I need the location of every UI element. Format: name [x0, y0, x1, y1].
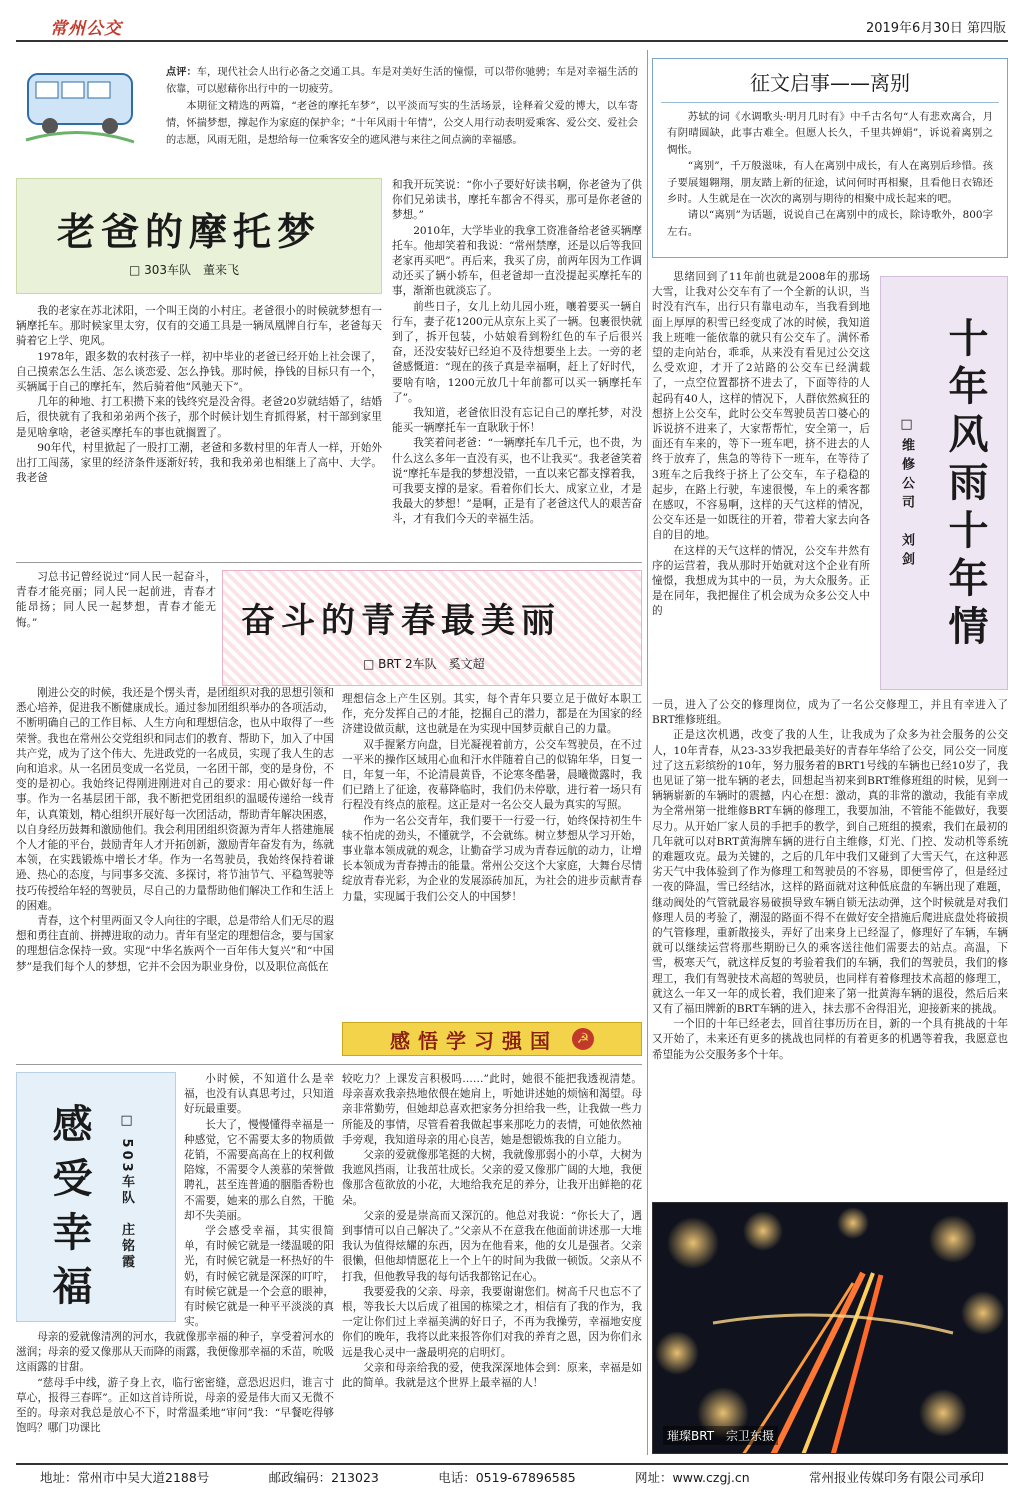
article4-title-box — [880, 276, 1008, 690]
article3-byline: □ 503车队 庄铭霞 — [119, 1113, 134, 1271]
article4-p4: 正是这次机遇，改变了我的人生，让我成为了众多为社会服务的公交人，10年青春，从23-33岁我把最美好的青春年华给了公交，同公交一同度过了这五彩缤纷的10年，努力服务着的BRT1号线的车辆也已经10岁了，我也见证了第一批车辆的老去，回想起当初来到BRT维修班组的时候，见到一辆辆崭新的车辆时的震撼，内心在想：激动，真的非常的激动，我能有幸成为全常州第一批维修BRT车辆的修理工，我要加油，不管能不能做好，我要尽力。从开始厂家人员的手把手的教学，到自己班组的摸索，我们在最初的几年就可以对BRT黄海牌车辆的进行自主维修，灯光、门控、发动机等系统的难题攻克。最为关键的，之后的几年中我们又碰到了大雪天气，在这种恶劣天气中我体验到了作为修理工和驾驶员的不容易，即便雪停了，但是经过一夜的降温，雪已经结冰，这样的路面就对这种低底盘的车辆出现了难题，继动阀处的气管就最容易破损导致车辆自锁无法动弹，这个时候就是对我们修理人员的考验了，潮湿的路面不得不在做好安全措施后爬进底盘处将破损的气管修理，重新散接头，弄好了出来身上已经湿了，修理好了车辆，车辆就可以继续运营将那些期盼已久的乘客送往他们需要去的站点。高温，下雪，极寒天气，就这样反复的考验着我们的车辆，我们的驾驶员，我们的修理工，我们有驾驶技术高超的驾驶员，也同样有着修理技术高超的修理工，就这么一年又一年的成长着，我们迎来了第一批黄海车辆的退役，然后后来又有了福田牌新的BRT车辆的进入，抹去那不舍得泪光，迎接新来的挑战。 — [652, 729, 1008, 1016]
article4-title: 十年风雨十年情 — [942, 317, 988, 653]
footer-phone: 电话：0519-67896585 — [438, 1470, 576, 1485]
article1-p4: 90年代，村里掀起了一股打工潮，老爸和多数村里的年青人一样，开始外出打工闯荡，家里的经济条件逐渐好转，我和我弟弟也相继上了高中、大学。我老爸 — [16, 441, 382, 485]
article2-title: 奋斗的青春最美丽 — [241, 601, 561, 641]
intro-section — [16, 50, 642, 170]
study-banner — [342, 1022, 642, 1056]
party-emblem-icon: ☭ — [572, 1028, 594, 1050]
article2-p6: 作为一名公交青年，我们要干一行爱一行，始终保持初生牛犊不怕虎的劲头，不懂就学，不会就练。树立梦想从学习开始，事业靠本领成就的观念，让勤奋学习成为青春远航的动力，让增长本领成为青春搏击的能量。常州公交这个大家庭，大舞台尽情绽放青春光彩，为企业的发展添砖加瓦，为社会的进步贡献青春力量，实现属于我们公交人的中国梦！ — [342, 814, 642, 903]
section-divider-1 — [16, 562, 642, 563]
article2-p1: 习总书记曾经说过“同人民一起奋斗，青春才能亮丽；同人民一起前进，青春才能昂扬；同人民一起梦想，青春才能无悔。” — [16, 571, 216, 629]
photo-light-trails — [653, 1203, 1008, 1454]
intro-text — [166, 64, 638, 149]
article3-p6: 较吃力？上课发言积极吗……”此时，她很不能把我透视清楚。母亲喜欢我亲热地依偎在她肩上，听她讲述她的烦恼和渴望。母亲非常勤劳，但她却总喜欢把家务分担给我一些，让我做一些力所能及的事情，尽管看着我做起事来那吃力的表情，可她依然袖手旁观，我知道母亲的用心良苦，她是想锻炼我的自立能力。 — [342, 1073, 642, 1146]
photo-caption: 璀璨BRT 宗卫东摄 — [663, 1426, 778, 1445]
header-rule — [16, 40, 1008, 42]
footer-printer: 常州报业传媒印务有限公司承印 — [808, 1470, 984, 1485]
newspaper-logo: 常州公交 — [50, 19, 122, 39]
article1-p3: 几年的种地、打工积攒下来的钱终究是没舍得。老爸20岁就结婚了，结婚后，很快就有了我和弟弟两个孩子，那个时候计划生育抓得紧，村干部到家里是见啥拿啥，老爸买摩托车的事也就搁置了。 — [16, 396, 382, 439]
article1-p7: 前些日子，女儿上幼儿园小班，嚷着要买一辆自行车，妻子花1200元从京东上买了一辆。包裹很快就到了，拆开包装，小姑娘看到粉红色的车子后很兴奋，还没安装好已经迫不及待想要坐上去。一旁的老爸感慨道：“现在的孩子真是幸福啊，赶上了好时代，要啥有啥，1200元放几十年前都可以买一辆摩托车了”。 — [392, 300, 642, 404]
article3-p10: 父亲和母亲给我的爱，使我深深地体会到：原来，幸福是如此的简单。我就是这个世界上最幸福的人！ — [342, 1361, 642, 1390]
intro-paragraph-2: 本期征文精选的两篇，“老爸的摩托车梦”，以平淡而写实的生活场景，诠释着父爱的博大，以车寄情，怀揣梦想，撑起作为家庭的保护伞；“十年风雨十年情”，公交人用行动表明爱乘客、爱公交、爱社会的志愿，风雨无阻，是想给每一位乘客安全的遮风港与来往之间点滴的幸福感。 — [166, 101, 638, 146]
notice-title: 征文启事——离别 — [661, 59, 999, 103]
article1-col2 — [392, 178, 642, 528]
article1-p1: 我的老家在苏北沭阳，一个叫王岗的小村庄。老爸很小的时候就梦想有一辆摩托车。那时候家里太穷，仅有的交通工具是一辆凤凰牌自行车，老爸每天骑着它上学、兜风。 — [16, 305, 382, 348]
article1-p5: 和我开玩笑说：“你小子要好好读书啊，你老爸为了供你们兄弟读书，摩托车都舍不得买，那可是你老爸的梦想。” — [392, 179, 642, 222]
notice-paragraph-3: 请以“离别”为话题，说说自己在离别中的成长，除诗歌外，800字左右。 — [667, 209, 993, 238]
footer-address: 地址：常州市中吴大道2188号 — [40, 1470, 210, 1485]
article2-byline: □ BRT 2车队 奚文超 — [363, 657, 485, 671]
article4-bottom-text — [652, 698, 1008, 1063]
article2-p5: 双手握紧方向盘，目光凝视着前方，公交车驾驶员，在不过一平米的操作区域用心血和汗水伴随着自己的似锦年华，日复一日，年复一年，不论清晨黄昏，不论寒冬酷暑，晨曦微露时，我们已踏上了征途，夜幕降临时，我们仍未停歇，进行着一场只有行程没有终点的旅程。这正是对一名公交人最为真实的写照。 — [342, 738, 642, 812]
article3-p9: 我要爱我的父亲、母亲，我要谢谢您们。树高千尺也忘不了根，等我长大以后成了祖国的栋梁之才，相信有了我的作为，我一定让你们过上幸福美满的好日子，不再为我操劳，幸福地安度你们的晚年，我将以此来报答你们对我的养育之恩，因为你们永远是我心灵中一盏最明亮的启明灯。 — [342, 1285, 642, 1359]
article1-byline: □ 303车队 董来飞 — [129, 263, 240, 277]
article2-col2 — [342, 692, 642, 905]
article2-title-box — [222, 570, 642, 686]
banner-text: 感悟学习强国 — [390, 1028, 558, 1053]
article4-p2: 在这样的天气这样的情况，公交车井然有序的运营着，我从那时开始就对这个企业有所憧憬，我想成为其中的一员，为大众服务。正是在同年，我把握住了机会成为众多公交人中的 — [652, 544, 870, 618]
issue-date: 2019年6月30日 第四版 — [865, 21, 1006, 36]
notice-paragraph-1: 苏轼的词《水调歌头·明月几时有》中千古名句“人有悲欢离合，月有阴晴圆缺，此事古难全。但愿人长久，千里共婵娟”，诉说着离别之惆怅。 — [667, 111, 993, 156]
night-brt-photo — [652, 1202, 1008, 1454]
article3-col2 — [342, 1072, 642, 1391]
article4-p1: 思绪回到了11年前也就是2008年的那场大雪，让我对公交车有了一个全新的认识，当时没有汽车，出行只有靠电动车，当我看到地面上厚厚的积雪已经变成了冰的时候，我知道我上班唯一能依靠的就只有公交车了。满怀希望的走向站台，乖乖，从来没有看见过公交这么受欢迎，才开了2站路的公交车已经满载了，一点空位置都挤不进去了，下面等待的人起码有40人，这样的情况下，人群依然疯狂的想挤上公交车，此时公交车驾驶员苦口婆心的诉说挤不进来了，大家帮帮忙，安全第一，后面还有车来的，等下一班车吧，挤不进去的人终于放弃了，焦急的等待下一班车，在等待了3班车之后我终于挤上了公交车，车子稳稳的起步，在路上行驶，车速很慢，车上的乘客都在感叹，不容易啊，这样的天气这样的情况，公交车还是一如既往的开着，带着大家去向各自的目的地。 — [652, 271, 870, 542]
article1-p6: 2010年，大学毕业的我拿工资准备给老爸买辆摩托车。他却笑着和我说：“常州禁摩，还是以后等我回老家再买吧”。再后来，我买了房，前两年因为工作调动还买了辆小轿车，但老爸却一直没提起买摩托车的事，渐渐也就淡忘了。 — [392, 224, 642, 298]
article2-col1 — [16, 686, 334, 975]
article3-p1: 小时候，不知道什么是幸福，也没有认真思考过，只知道好玩最重要。 — [184, 1073, 334, 1116]
article3-col1-bottom — [16, 1330, 334, 1436]
article3-title-box — [16, 1072, 176, 1322]
footer — [16, 1463, 1008, 1485]
article3-p3: 学会感受幸福，其实很简单，有时候它就是一缕温暖的阳光，有时候它就是一杯热好的牛奶，有时候它就是深深的叮咛，有时候它就是一个会意的眼神，有时候它就是一种平平淡淡的真实。 — [184, 1225, 334, 1329]
article4-p5: 一个旧的十年已经老去，回首往事历历在目，新的一个具有挑战的十年又开始了，未来还有更多的挑战也同样的有着更多的机遇等着我，我愿意也希望能为公交服务多个十年。 — [652, 1018, 1008, 1061]
notice-box — [652, 58, 1008, 258]
article3-p4: 母亲的爱就像清冽的河水，我就像那幸福的种子，享受着河水的滋润；母亲的爱又像那从天而降的雨露，我便像那幸福的禾苗，吮吸这雨露的甘甜。 — [16, 1331, 334, 1374]
notice-paragraph-2: “离别”，千万般滋味，有人在离别中成长，有人在离别后珍惜。孩子要展翅翱翔，朋友踏上新的征途，试问何时再相聚，且看他日衣锦还乡时。人生就是在一次次的离别与期待的相聚中成长起来的吧。 — [667, 160, 993, 206]
article1-p8: 我知道，老爸依旧没有忘记自己的摩托梦，对没能买一辆摩托车一直耿耿于怀！ — [392, 407, 642, 435]
article3-p8: 父亲的爱是崇高而又深沉的。他总对我说：“你长大了，遇到事情可以自己解决了。”父亲从不在意我在他面前讲述那一大堆我认为值得炫耀的东西，因为在他看来，他的女儿是强者。父亲很懒，但他却情愿花上一个上午的时间为我做一顿饭。父亲从不打我，但他教导我的每句话我都铭记在心。 — [342, 1209, 642, 1283]
intro-paragraph-1: 车，现代社会人出行必备之交通工具。车是对美好生活的憧憬，可以带你驰骋；车是对幸福生活的依靠，可以慰藉你出行中的一切疲劳。 — [166, 67, 639, 95]
intro-lead-label: 点评： — [166, 66, 197, 78]
article2-p2: 刚进公交的时候，我还是个愣头青，是团组织对我的思想引领和悉心培养，促进我不断健康成长。通过参加团组织举办的各项活动，不断明确自己的工作目标、人生方向和理想信念，也从中取得了一些荣誉。我也在常州公交党组织和同志们的教育、帮助下，加入了中国共产党，成为了这个伟大、先进政党的一名成员，实现了我人生的志向和追求。从一名团员变成一名党员，一名团干部，变的是身份，不变的是初心。我始终记得刚进刚进对自己的要求：用心做好每一件事。作为一名基层团干部，我不断把党团组织的温暖传递给一线青年，认真策划，精心组织开展好每一次团活动，帮助青年解决困惑，以自身经历鼓舞和激励他们。我会利用团组织资源为青年人搭建施展个人才能的平台，鼓励青年人才开拓创新，激励青年奋发有为，练就本领，在实践锻炼中增长才华。作为一名驾驶员，我始终保持着谦逊、热心的态度，与同事多交流、多探讨，将节油节气、平稳驾驶等技巧传授给年轻的驾驶员，尽自己的力量帮助他们解决工作和生活上的困难。 — [16, 687, 334, 912]
footer-postcode: 邮政编码：213023 — [268, 1470, 379, 1485]
article3-p2: 长大了，慢慢懂得幸福是一种感觉，它不需要太多的物质做花销，不需要高高在上的权利做陪嫁，不需要令人羡慕的荣誉做聘礼，甚至连普通的胭脂香粉也不需要，她来的那么自然，干脆却不失美丽。 — [184, 1118, 334, 1222]
footer-website[interactable]: 网址：www.czgj.cn — [635, 1470, 750, 1485]
article3-col1-top — [184, 1072, 334, 1330]
article4-top-text — [652, 270, 870, 620]
article4-p3: 一员，进入了公交的修理岗位，成为了一名公交修理工，并且有幸进入了BRT维修班组。 — [652, 699, 1008, 727]
article2-p4: 理想信念上产生区别。其实，每个青年只要立足于做好本职工作，充分发挥自己的才能，挖掘自己的潜力，都是在为国家的经济建设做贡献，这也就是在为实现中国梦贡献自己的力量。 — [342, 693, 642, 736]
article1-title: 老爸的摩托梦 — [57, 210, 322, 254]
column-divider — [647, 50, 648, 1455]
article2-intro-col — [16, 570, 216, 631]
article1-p2: 1978年，跟多数的农村孩子一样，初中毕业的老爸已经开始上社会课了，自己摸索怎么生活、怎么谈恋爱、怎么挣钱。那时候，挣钱的目标只有一个，买辆属于自己的摩托车，然后骑着他“风驰天下”。 — [16, 350, 382, 394]
article2-p3: 青春，这个村里两面又令人向往的字眼，总是带给人们无尽的遐想和勇往直前、拼搏进取的动力。青年有坚定的理想信念，要与国家的理想信念保持一致。实现“中华名族两个一百年伟大复兴”和“中国梦”是我们每个人的梦想，它并不会因为职业身份，以及职位高低在 — [16, 915, 334, 973]
article1-p9: 我笑着问老爸：“一辆摩托车几千元，也不贵，为什么这么多年一直没有买，也不让我买”。我老爸笑着说“摩托车是我的梦想没错，一直以来它都支撑着我，可我要支撑的是家。看着你们长大、成家立业，才是我最大的梦想！”是啊，正是有了老爸这代人的艰苦奋斗，才有我们今天的幸福生活。 — [392, 437, 642, 526]
section-divider-2 — [16, 1064, 642, 1065]
article3-title: 感受幸福 — [46, 1103, 92, 1319]
article4-byline: □维修公司 刘剑 — [899, 417, 914, 571]
bus-icon — [20, 54, 140, 154]
article3-p5: “慈母手中线，游子身上衣，临行密密缝，意恐迟迟归，谁言寸草心，报得三春晖”。正如这首诗所说，母亲的爱是伟大而又无微不至的。母亲对我总是放心不下，时常温柔地“审问”我：“早餐吃得够饱吗？哪门功课比 — [16, 1376, 334, 1435]
article1-col1 — [16, 304, 382, 486]
article1-title-box — [16, 178, 382, 294]
article3-p7: 父亲的爱就像那笔挺的大树，我就像那弱小的小草，大树为我遮风挡雨，让我茁壮成长。父亲的爱又像那广阔的大地，我便像那含苞欲放的小花，大地给我充足的养分，让我开出鲜艳的花朵。 — [342, 1149, 642, 1207]
